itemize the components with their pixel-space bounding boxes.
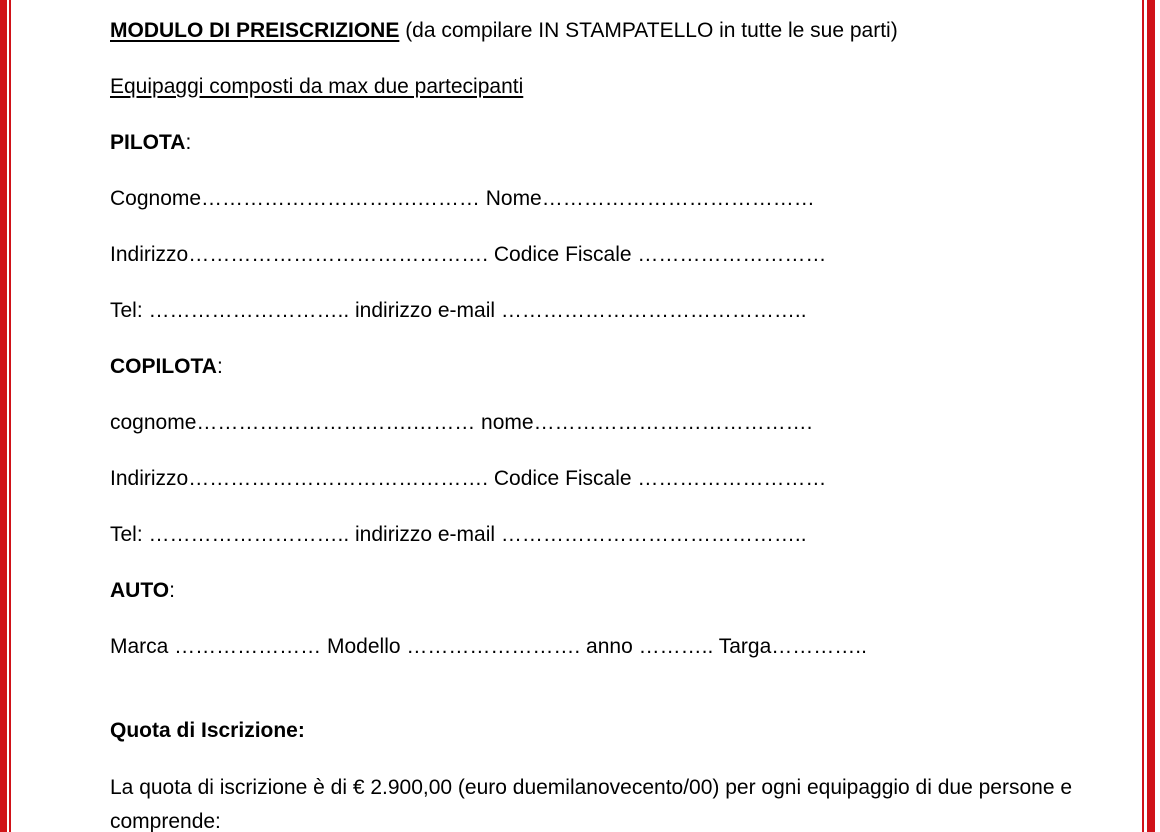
- copilot-heading-line: [110, 354, 223, 380]
- car-heading-colon: :: [169, 579, 175, 602]
- copilot-contact-row[interactable]: Tel: ……………………….. indirizzo e-mail ……………………………………..: [110, 523, 807, 546]
- copilot-address-row[interactable]: Indirizzo……………………………………. Codice Fiscale ………………………: [110, 467, 827, 490]
- copilot-heading: COPILOTA: [110, 355, 217, 378]
- pilot-heading-line: [110, 130, 191, 156]
- pilot-heading-colon: :: [185, 131, 192, 154]
- fee-heading: Quota di Iscrizione:: [110, 719, 305, 742]
- page-border-left-inner: [9, 0, 11, 832]
- crew-note: Equipaggi composti da max due partecipanti: [110, 75, 524, 98]
- form-title: MODULO DI PREISCRIZIONE: [110, 19, 400, 42]
- car-heading-line: [110, 578, 175, 604]
- copilot-heading-colon: :: [216, 355, 223, 378]
- copilot-name-row[interactable]: cognome………………………….……… nome………………………………….: [110, 411, 813, 434]
- pilot-address-row[interactable]: Indirizzo……………………………………. Codice Fiscale ………………………: [110, 243, 827, 266]
- car-details-row[interactable]: Marca ………………… Modello ……………………. anno ……….. Targa…………..: [110, 635, 867, 658]
- form-title-line: [110, 18, 898, 44]
- page-border-left-outer: [0, 0, 7, 832]
- car-heading: AUTO: [110, 579, 170, 602]
- fee-text: La quota di iscrizione è di € 2.900,00 (euro duemilanovecento/00) per ogni equipaggio di due persone e comprende:: [110, 776, 1073, 832]
- page-border-right-outer: [1147, 0, 1155, 832]
- pilot-heading: PILOTA: [110, 131, 186, 154]
- page-border-right-inner: [1142, 0, 1144, 832]
- form-title-note: (da compilare IN STAMPATELLO in tutte le sue parti): [399, 19, 898, 42]
- pilot-name-row[interactable]: Cognome………………………….……… Nome…………………………………: [110, 187, 815, 210]
- pilot-contact-row[interactable]: Tel: ……………………….. indirizzo e-mail ……………………………………..: [110, 299, 807, 322]
